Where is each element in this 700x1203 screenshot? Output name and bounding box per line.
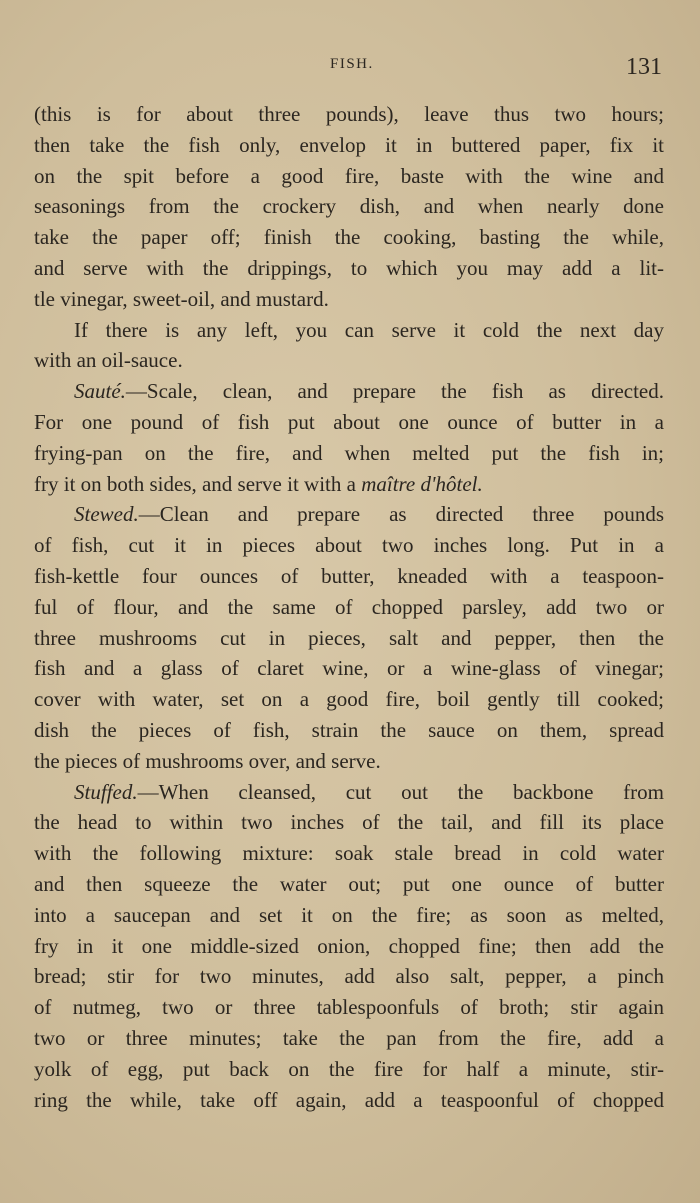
text-line: For one pound of fish put about one ounce of butter in a <box>34 409 664 434</box>
running-head: FISH. <box>330 56 374 72</box>
section-heading-saute: Sauté. <box>74 379 126 404</box>
body-text <box>34 99 664 1115</box>
text-line: two or three minutes; take the pan from the fire, add a <box>34 1025 664 1050</box>
text-line: and serve with the drippings, to which you may add a lit- <box>34 255 664 280</box>
text-line: the pieces of mushrooms over, and serve. <box>34 748 381 773</box>
text-line: on the spit before a good fire, baste with the wine and <box>34 163 664 188</box>
text-line: into a saucepan and set it on the fire; as soon as melted, <box>34 902 664 927</box>
page-number: 131 <box>626 54 662 80</box>
text-line: three mushrooms cut in pieces, salt and pepper, then the <box>34 625 664 650</box>
section-heading-stewed: Stewed. <box>74 502 139 527</box>
text-line: fish and a glass of claret wine, or a wine-glass of vinegar; <box>34 656 664 681</box>
text-line: tle vinegar, sweet-oil, and mustard. <box>34 286 329 311</box>
text-line: and then squeeze the water out; put one ounce of butter <box>34 871 664 896</box>
text-line: ring the while, take off again, add a teaspoonful of chopped <box>34 1087 664 1112</box>
page-header <box>0 50 700 90</box>
text-line: (this is for about three pounds), leave thus two hours; <box>34 102 664 126</box>
text-line: Stuffed.—When cleansed, cut out the backbone from <box>74 779 664 804</box>
text-line: ful of flour, and the same of chopped parsley, add two or <box>34 594 664 619</box>
text-line: fish-kettle four ounces of butter, kneaded with a teaspoon- <box>34 563 664 588</box>
section-heading-stuffed: Stuffed. <box>74 779 138 804</box>
text-line: then take the fish only, envelop it in buttered paper, fix it <box>34 132 664 157</box>
text-line: fry it on both sides, and serve it with a maître d'hôtel. <box>34 471 483 496</box>
italic-term: maître d'hôtel. <box>361 471 483 496</box>
text-line: cover with water, set on a good fire, boil gently till cooked; <box>34 687 664 712</box>
text-line: of nutmeg, two or three tablespoonfuls of broth; stir again <box>34 995 664 1020</box>
text-line: take the paper off; finish the cooking, basting the while, <box>34 225 664 250</box>
text-line: bread; stir for two minutes, add also salt, pepper, a pinch <box>34 964 664 989</box>
text-line: yolk of egg, put back on the fire for half a minute, stir- <box>34 1056 664 1081</box>
text-line: of fish, cut it in pieces about two inches long. Put in a <box>34 533 664 558</box>
text-line: Stewed.—Clean and prepare as directed three pounds <box>74 502 664 527</box>
text-line: dish the pieces of fish, strain the sauce on them, spread <box>34 717 664 742</box>
text-line: If there is any left, you can serve it cold the next day <box>74 317 664 342</box>
text-line: Sauté.—Scale, clean, and prepare the fish as directed. <box>74 379 664 404</box>
text-line: with the following mixture: soak stale bread in cold water <box>34 841 664 866</box>
text-line: the head to within two inches of the tail, and fill its place <box>34 810 664 835</box>
text-line: seasonings from the crockery dish, and when nearly done <box>34 194 664 219</box>
text-line: frying-pan on the fire, and when melted put the fish in; <box>34 440 664 465</box>
text-line: with an oil-sauce. <box>34 348 183 373</box>
text-line: fry in it one middle-sized onion, chopped fine; then add the <box>34 933 664 958</box>
